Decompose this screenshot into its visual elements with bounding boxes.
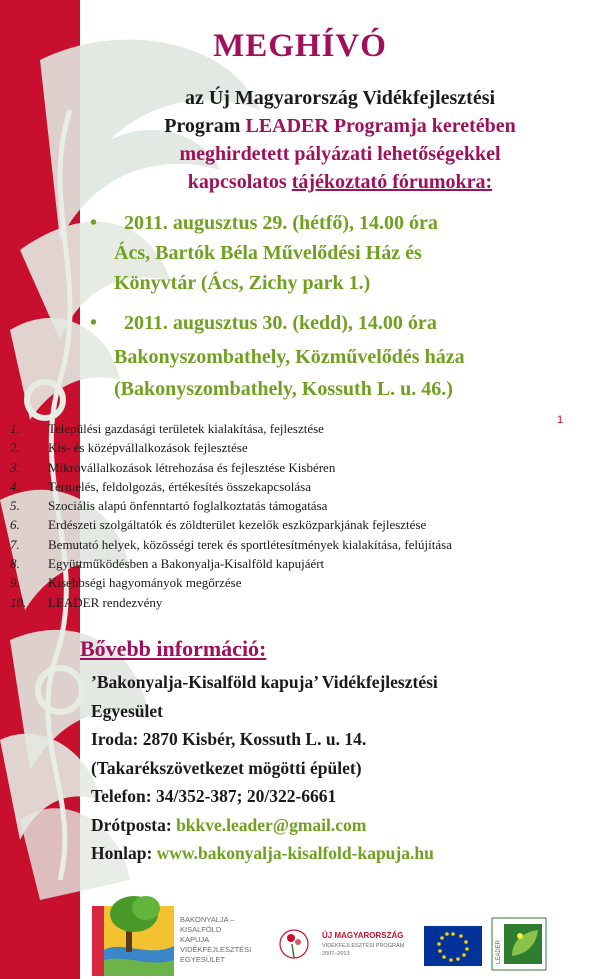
email-label: Drótposta: bbox=[91, 814, 177, 835]
list-item-text: Kisebbségi hagyományok megőrzése bbox=[48, 575, 242, 591]
list-item bbox=[10, 496, 595, 515]
bk-logo-line-4: VIDÉKFEJLESZTÉSI bbox=[180, 945, 252, 954]
list-item-text: Erdészeti szolgáltatók és zöldterület kezelők eszközparkjának fejlesztése bbox=[48, 517, 427, 533]
bakonyalja-logo bbox=[92, 896, 251, 976]
list-item bbox=[10, 438, 595, 457]
list-item-text: Mikrovállalkozások létrehozása és fejlesztése Kisbéren bbox=[48, 459, 336, 475]
email-line bbox=[91, 811, 591, 840]
intro-line-4b: tájékoztató fórumokra: bbox=[291, 171, 493, 193]
list-item-text: Szociális alapú önfenntartó foglalkoztatás támogatása bbox=[48, 498, 328, 514]
list-item-number: 1. bbox=[10, 421, 20, 436]
list-item bbox=[10, 515, 595, 534]
list-item-text: Bemutató helyek, közösségi terek és sportlétesítmények kialakítása, felújítása bbox=[48, 536, 452, 552]
intro-line-2b: LEADER Programja keretében bbox=[245, 115, 516, 137]
event-1-when: 2011. augusztus 29. (hétfő), 14.00 óra bbox=[124, 212, 438, 234]
more-info-heading: Bővebb információ: bbox=[80, 636, 267, 661]
event-2 bbox=[90, 308, 590, 404]
list-item-number: 6. bbox=[10, 517, 20, 533]
bk-logo-line-2: KISALFÖLD bbox=[180, 925, 222, 934]
list-item-text: Együttműködésben a Bakonyalja-Kisalföld kapujáért bbox=[48, 556, 325, 572]
list-item-text: Kis- és középvállalkozások fejlesztése bbox=[48, 440, 248, 456]
eu-flag-icon bbox=[424, 926, 482, 966]
list-item-number: 4. bbox=[10, 478, 20, 494]
bullet-icon: • bbox=[90, 212, 98, 234]
contact-block bbox=[91, 668, 591, 868]
list-item bbox=[10, 554, 595, 573]
bk-logo-line-3: KAPUJA bbox=[180, 935, 210, 944]
org-name-line-2: Egyesület bbox=[91, 700, 163, 721]
list-item-number: 3. bbox=[10, 459, 20, 475]
list-item bbox=[10, 477, 595, 496]
leader-logo bbox=[492, 918, 546, 970]
intro-line-4 bbox=[100, 168, 580, 196]
list-item-number: 2. bbox=[10, 440, 20, 456]
list-item-number: 7. bbox=[10, 536, 20, 552]
event-2-where-2: (Bakonyszombathely, Kossuth L. u. 46.) bbox=[114, 378, 453, 400]
list-item-number: 9. bbox=[10, 575, 20, 591]
list-item bbox=[10, 419, 595, 438]
web-line bbox=[91, 839, 591, 868]
list-item-number: 5. bbox=[10, 498, 20, 514]
list-item bbox=[10, 535, 595, 554]
list-item bbox=[10, 573, 595, 592]
bk-logo-line-1: BAKONYALJA – bbox=[180, 915, 235, 924]
list-item-text: LEADER rendezvény bbox=[48, 594, 163, 610]
page-number: 1 bbox=[557, 414, 564, 426]
bk-logo-line-5: EGYESÜLET bbox=[180, 955, 226, 964]
event-1-where-1: Ács, Bartók Béla Művelődési Ház és bbox=[114, 242, 422, 264]
umvp-line-3: 2007–2013 bbox=[322, 951, 350, 957]
event-2-when: 2011. augusztus 30. (kedd), 14.00 óra bbox=[124, 312, 437, 334]
event-2-where-1: Bakonyszombathely, Közművelődés háza bbox=[114, 346, 465, 368]
list-item-text: Termelés, feldolgozás, értékesítés összekapcsolása bbox=[48, 478, 311, 494]
office-address: Iroda: 2870 Kisbér, Kossuth L. u. 14. bbox=[91, 729, 367, 749]
list-item-text: Települési gazdasági területek kialakítása, fejlesztése bbox=[48, 421, 324, 436]
intro-text bbox=[100, 84, 580, 196]
topic-list bbox=[10, 419, 595, 612]
intro-line-4a: kapcsolatos bbox=[187, 171, 292, 193]
org-name-line-1: ’Bakonyalja-Kisalföld kapuja’ Vidékfejlesztési bbox=[91, 672, 438, 692]
page-title: MEGHÍVÓ bbox=[213, 28, 387, 64]
email-link[interactable]: bkkve.leader@gmail.com bbox=[176, 814, 367, 835]
phone-line: Telefon: 34/352-387; 20/322-6661 bbox=[91, 786, 337, 806]
footer-logos bbox=[0, 888, 600, 979]
event-1-where-2: Könyvtár (Ács, Zichy park 1.) bbox=[114, 272, 371, 294]
list-item-number: 8. bbox=[10, 556, 20, 572]
office-note: (Takarékszövetkezet mögötti épület) bbox=[91, 757, 362, 778]
umvp-logo bbox=[280, 930, 405, 958]
list-item bbox=[10, 593, 595, 612]
event-1 bbox=[90, 208, 590, 298]
list-item-number: 10. bbox=[10, 594, 27, 610]
intro-line-2 bbox=[100, 112, 580, 140]
intro-line-2a: Program bbox=[164, 115, 246, 137]
list-item bbox=[10, 458, 595, 477]
web-label: Honlap: bbox=[91, 843, 157, 863]
umvp-line-1: ÚJ MAGYARORSZÁG bbox=[322, 931, 404, 940]
bullet-icon: • bbox=[90, 312, 98, 334]
leader-logo-text: LEADER bbox=[496, 939, 502, 964]
intro-line-3: meghirdetett pályázati lehetőségekkel bbox=[179, 143, 501, 165]
intro-line-1: az Új Magyarország Vidékfejlesztési bbox=[184, 87, 496, 109]
umvp-line-2: VIDÉKFEJLESZTÉSI PROGRAM bbox=[322, 943, 405, 949]
web-link[interactable]: www.bakonyalja-kisalfold-kapuja.hu bbox=[156, 843, 434, 863]
